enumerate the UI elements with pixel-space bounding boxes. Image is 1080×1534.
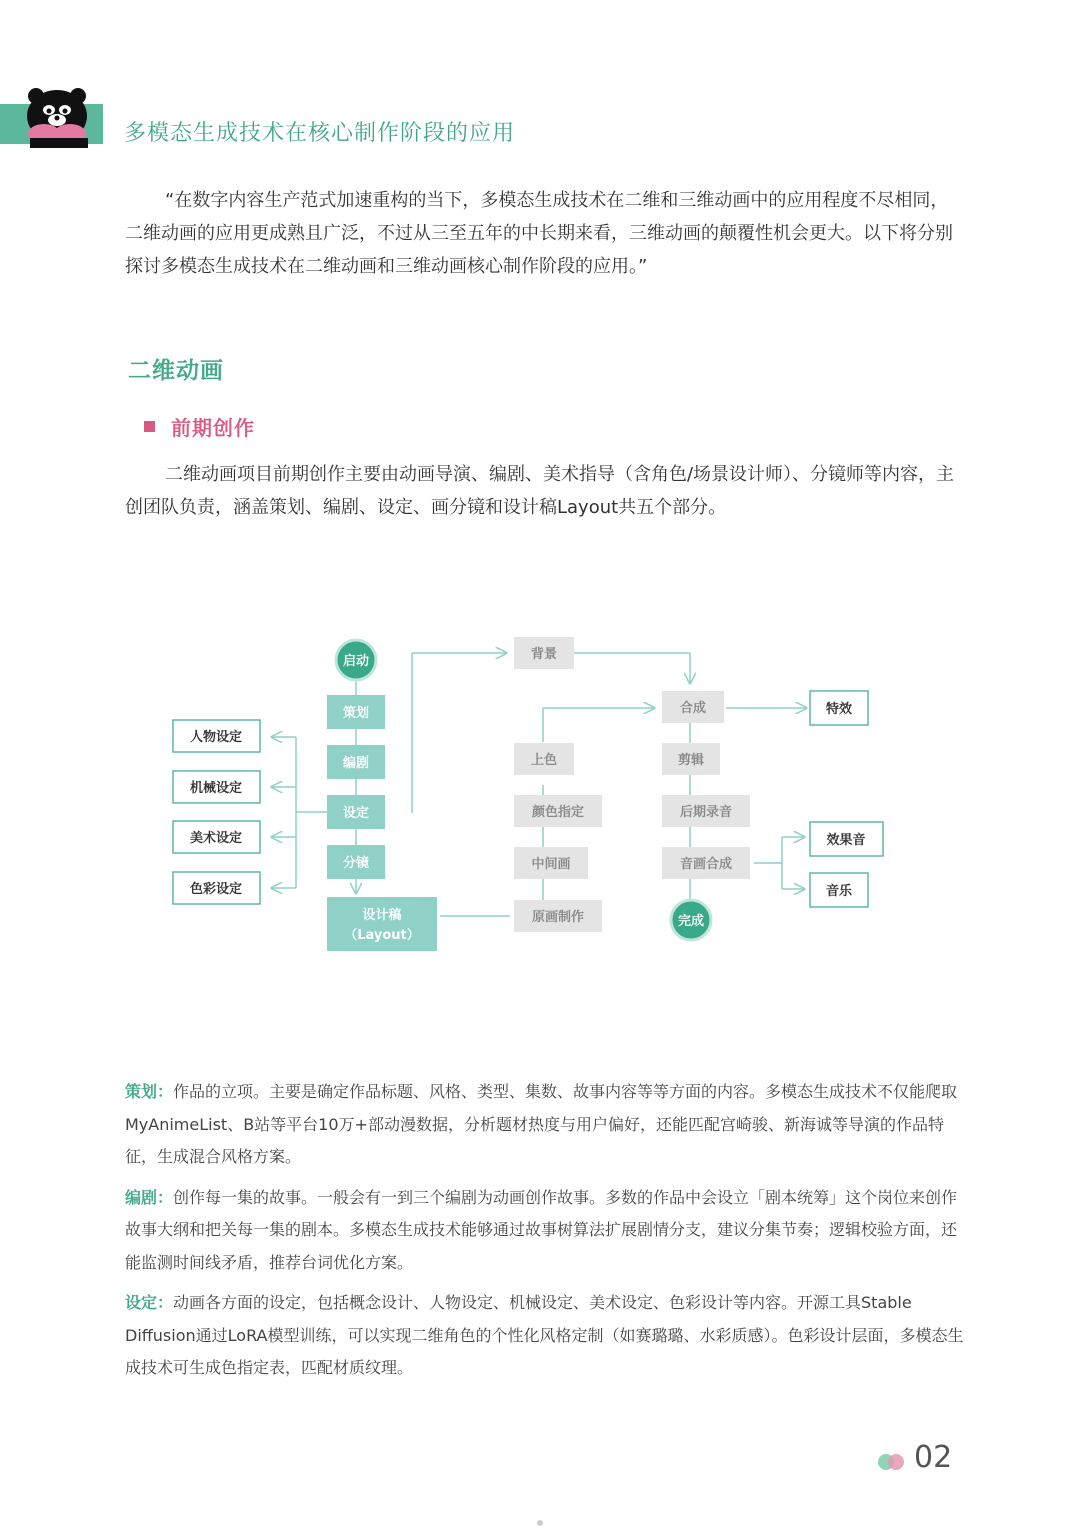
music-label: 音乐	[825, 884, 853, 899]
character-setting-label: 人物设定	[189, 730, 243, 745]
audio-mix-label: 音画合成	[679, 857, 733, 872]
section-heading: 二维动画	[128, 358, 224, 384]
start-label: 启动	[342, 654, 370, 669]
intro-paragraph: “在数字内容生产范式加速重构的当下，多模态生成技术在二维和三维动画中的应用程度不尽相同，二维动画的应用更成熟且广泛，不过从三至五年的中长期来看，三维动画的颠覆性机会更大。以下将分别探讨多模态生成技术在二维动画和三维动画核心制作阶段的应用。”	[125, 190, 953, 277]
subsection-heading	[144, 412, 255, 441]
done-label: 完成	[677, 914, 705, 929]
definition-item	[125, 1182, 965, 1280]
page-number-text: 02	[914, 1440, 953, 1475]
definition-item	[125, 1287, 965, 1385]
color-spec-label: 颜色指定	[531, 805, 585, 820]
color-setting-label: 色彩设定	[189, 882, 243, 897]
square-bullet-icon	[144, 421, 155, 432]
setting-label: 设定	[342, 806, 370, 821]
script-label: 编剧	[342, 756, 370, 771]
body-paragraph: 二维动画项目前期创作主要由动画导演、编剧、美术指导（含角色/场景设计师）、分镜师等内容，主创团队负责，涵盖策划、编剧、设定、画分镜和设计稿Layout共五个部分。	[125, 464, 955, 518]
composite-label: 合成	[679, 701, 707, 716]
edit-label: 剪辑	[677, 753, 705, 768]
inbetween-label: 中间画	[531, 857, 571, 872]
production-flow-diagram	[160, 625, 920, 970]
definition-text: 创作每一集的故事。一般会有一到三个编剧为动画创作故事。多数的作品中会设立「剧本统筹」这个岗位来创作故事大纲和把关每一集的剧本。多模态生成技术能够通过故事树算法扩展剧情分支，建议分集节奏；逻辑校验方面，还能监测时间线矛盾，推荐台词优化方案。	[125, 1187, 958, 1272]
bottom-dot-icon	[537, 1520, 543, 1526]
subsection-title: 前期创作	[171, 416, 255, 440]
plan-label: 策划	[342, 706, 370, 721]
page-title: 多模态生成技术在核心制作阶段的应用	[124, 121, 516, 146]
mecha-setting-label: 机械设定	[189, 781, 243, 796]
definition-item	[125, 1076, 965, 1174]
definition-term: 设定：	[125, 1293, 174, 1312]
layout-label-line1: 设计稿	[362, 908, 402, 923]
layout-label-line2: （Layout）	[344, 928, 420, 943]
definition-term: 策划：	[125, 1082, 174, 1101]
sfx-label: 效果音	[826, 833, 866, 848]
art-setting-label: 美术设定	[189, 831, 243, 846]
definition-term: 编剧：	[125, 1187, 174, 1207]
vfx-label: 特效	[825, 702, 853, 717]
background-label: 背景	[530, 647, 558, 662]
definition-text: 作品的立项。主要是确定作品标题、风格、类型、集数、故事内容等等方面的内容。多模态生成技术不仅能爬取MyAnimeList、B站等平台10万+部动漫数据，分析题材热度与用户偏好，还能匹配宫崎骏、新海诚等导演的作品特征，生成混合风格方案。	[125, 1082, 958, 1166]
definition-text: 动画各方面的设定，包括概念设计、人物设定、机械设定、美术设定、色彩设计等内容。开源工具Stable Diffusion通过LoRA模型训练，可以实现二维角色的个性化风格定制（如赛璐璐、水彩质感）。色彩设计层面，多模态生成技术可生成色指定表，匹配材质纹理。	[125, 1293, 964, 1377]
post-audio-label: 后期录音	[679, 805, 733, 820]
bear-mascot-icon	[22, 86, 94, 148]
definitions-list	[125, 1076, 965, 1393]
pink-dot-icon	[888, 1454, 904, 1470]
storyboard-label: 分镜	[342, 856, 370, 871]
keyframe-label: 原画制作	[531, 910, 585, 925]
coloring-label: 上色	[530, 753, 558, 768]
